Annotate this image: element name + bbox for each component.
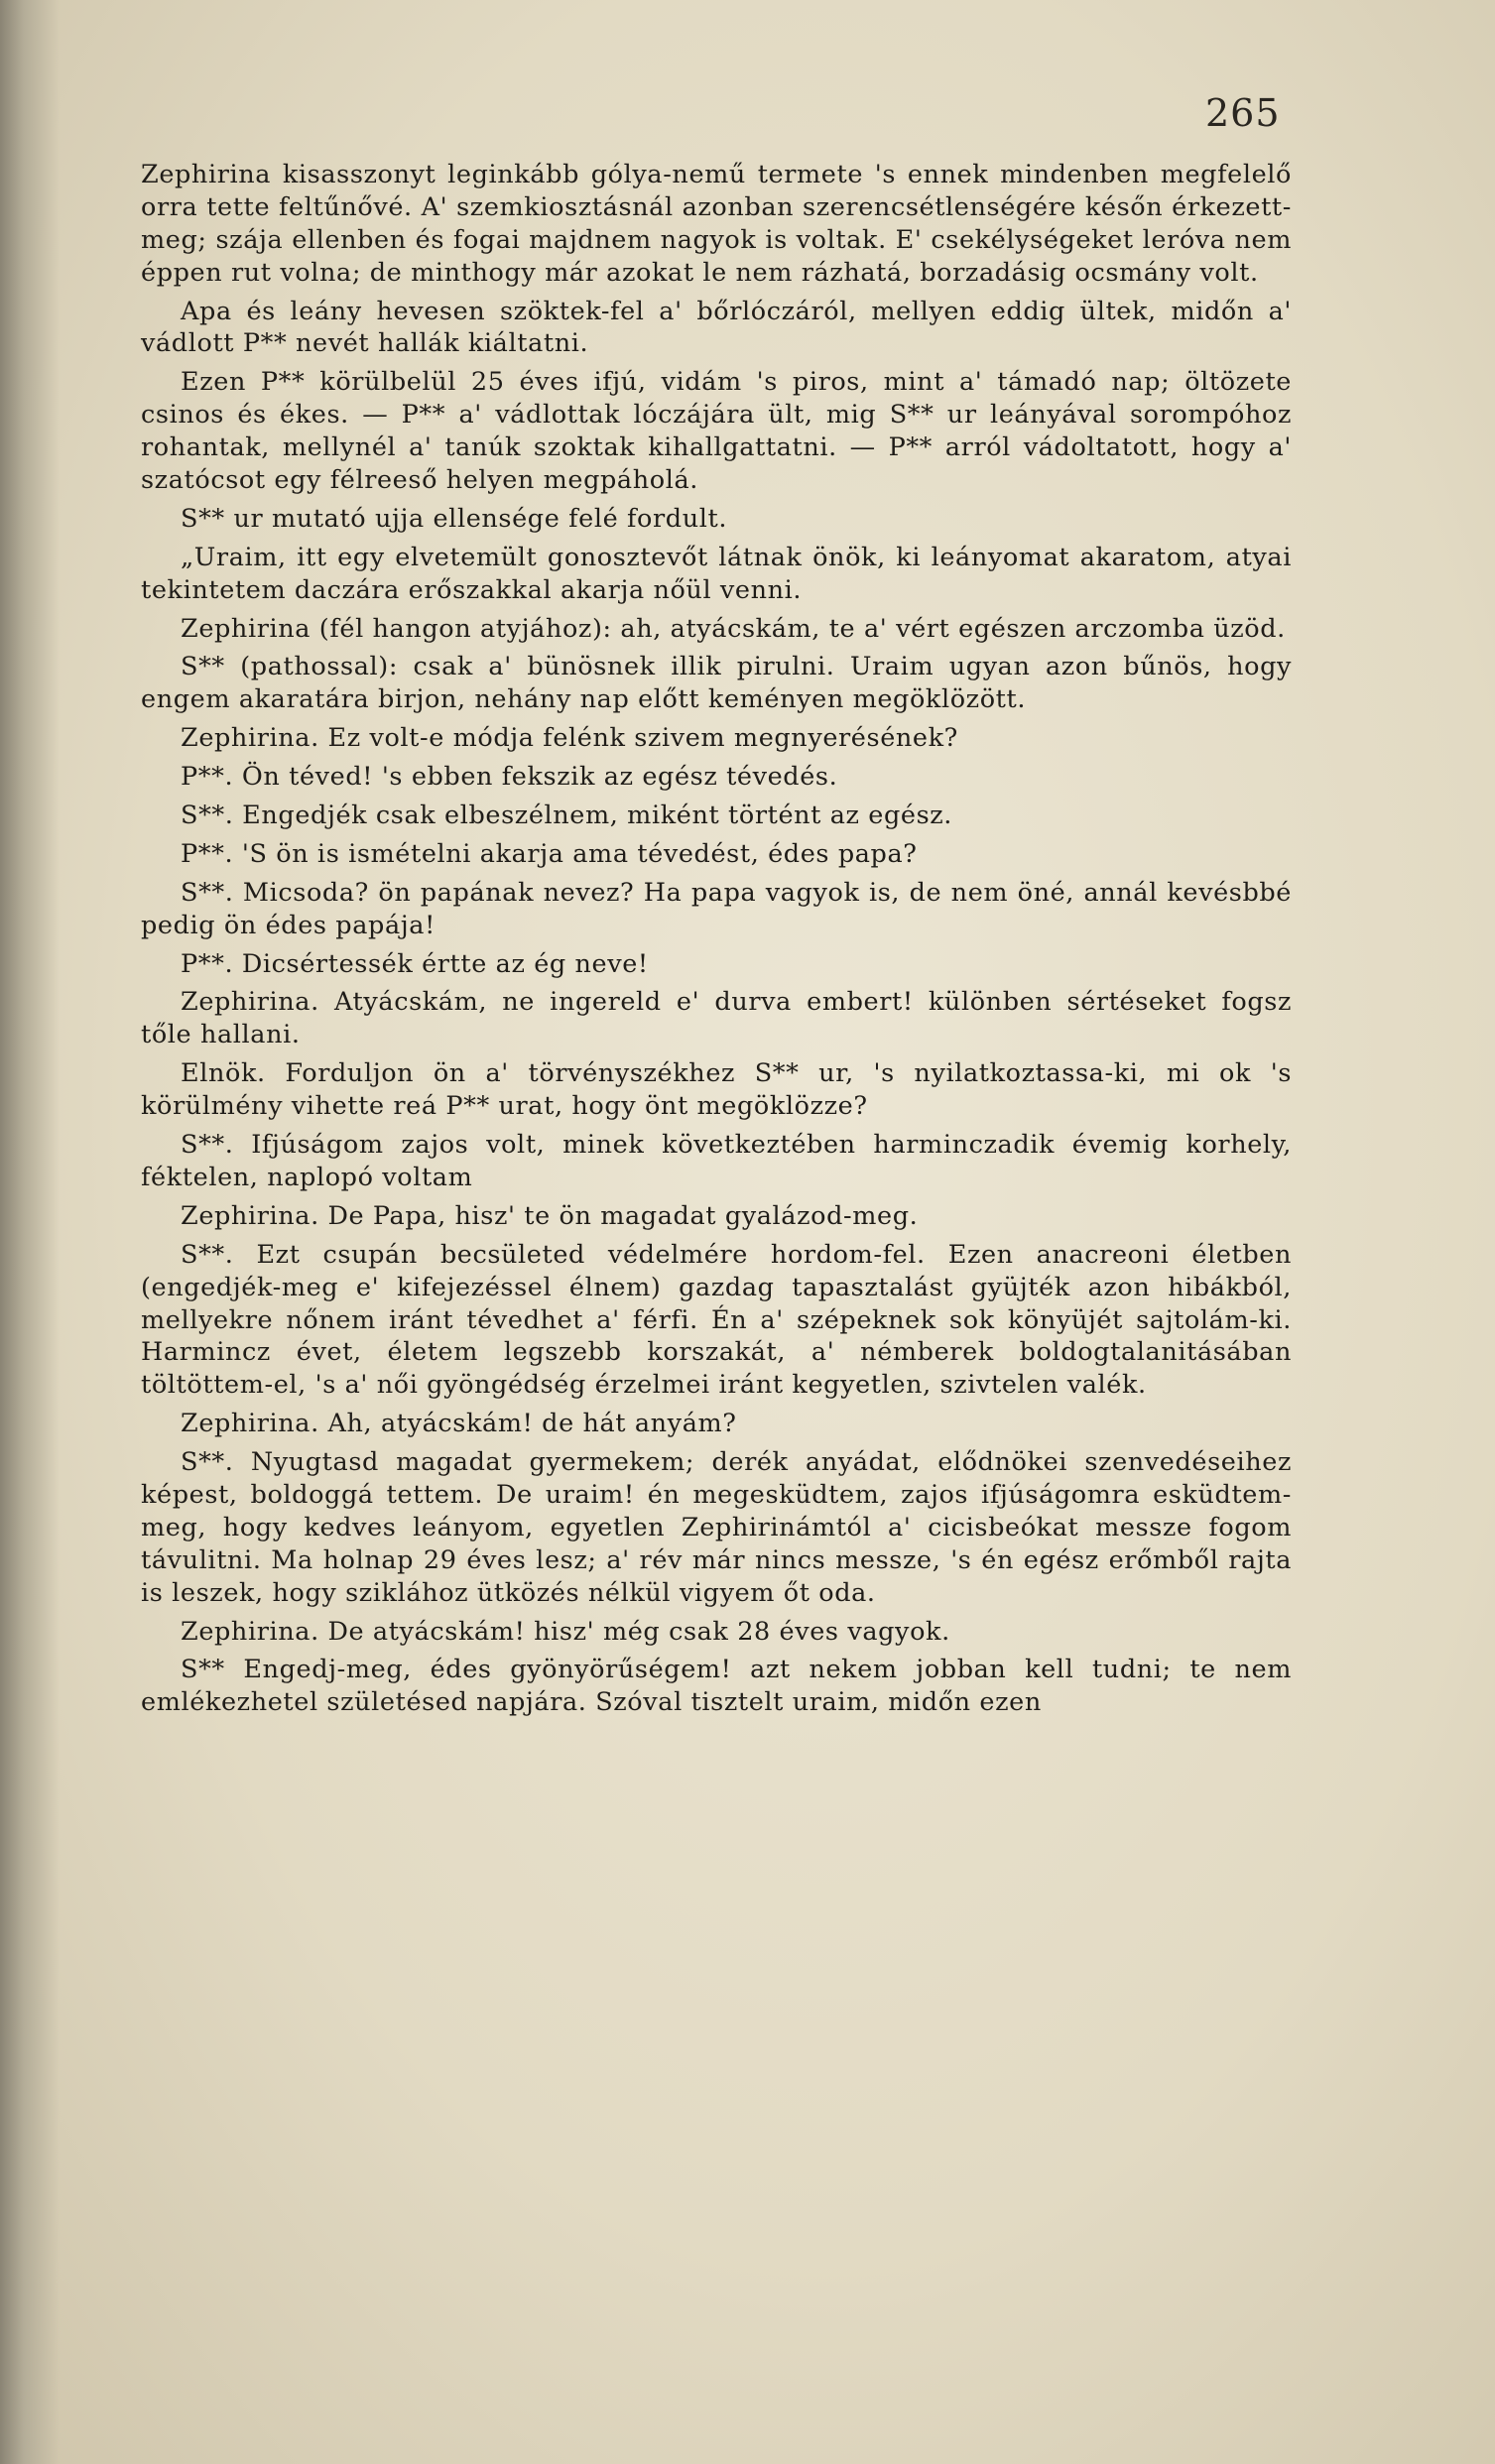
paragraph: S** (pathossal): csak a' bünösnek illik pirulni. Uraim ugyan azon bűnös, hogy engem akaratára birjon, nehány nap előtt keményen megöklözött. xyxy=(141,652,1292,715)
paragraph: Zephirina. Ah, atyácskám! de hát anyám? xyxy=(181,1409,737,1439)
paragraph: Ezen P** körülbelül 25 éves ifjú, vidám 's piros, mint a' támadó nap; öltözete csinos és ékes. — P** a' vádlottak lóczájára ült, mig S** ur leányával sorompóhoz rohantak, mellynél a' tanúk szoktak kihallgattatni. — P** arról vádoltatott, hogy a' szatócsot egy félreeső helyen megpáholá. xyxy=(141,367,1292,496)
body-text xyxy=(141,159,1292,1725)
paragraph: P**. 'S ön is ismételni akarja ama tévedést, édes papa? xyxy=(181,838,918,869)
paragraph: Zephirina kisasszonyt leginkább gólya-nemű termete 's ennek mindenben megfelelő orra tette feltűnővé. A' szemkiosztásnál azonban szerencsétlenségére későn érkezett-meg; szája ellenben és fogai majdnem nagyok is voltak. E' csekélységeket leróva nem éppen rut volna; de minthogy már azokat le nem rázhatá, borzadásig ocsmány volt. xyxy=(141,160,1292,288)
paragraph: S**. Micsoda? ön papának nevez? Ha papa vagyok is, de nem öné, annál kevésbbé pedig ön édes papája! xyxy=(141,877,1292,940)
paragraph: Apa és leány hevesen szöktek-fel a' bőrlóczáról, mellyen eddig ültek, midőn a' vádlott P** nevét hallák kiáltatni. xyxy=(141,296,1292,359)
paragraph: Zephirina. De atyácskám! hisz' még csak 28 éves vagyok. xyxy=(181,1616,950,1647)
paragraph: Zephirina (fél hangon atyjához): ah, atyácskám, te a' vért egészen arczomba üzöd. xyxy=(181,613,1286,644)
page-number: 265 xyxy=(1205,91,1281,135)
paragraph: Zephirina. Ez volt-e módja felénk szivem megnyerésének? xyxy=(181,723,958,754)
paragraph: Elnök. Forduljon ön a' törvényszékhez S** ur, 's nyilatkoztassa-ki, mi ok 's körülmény vihette reá P** urat, hogy önt megöklözze? xyxy=(141,1058,1292,1122)
paragraph: S** ur mutató ujja ellensége felé fordult. xyxy=(181,503,728,534)
paragraph: P**. Dicsértessék értte az ég neve! xyxy=(181,948,649,979)
paragraph: S**. Engedjék csak elbeszélnem, miként történt az egész. xyxy=(181,801,953,831)
paragraph: S** Engedj-meg, édes gyönyörűségem! azt nekem jobban kell tudni; te nem emlékezhetel születésed napjára. Szóval tisztelt uraim, midőn ezen xyxy=(141,1655,1292,1718)
page-gutter-shadow xyxy=(0,0,60,2464)
paragraph: S**. Ifjúságom zajos volt, minek következtében harminczadik évemig korhely, féktelen, naplopó voltam xyxy=(141,1130,1292,1192)
paragraph: „Uraim, itt egy elvetemült gonosztevőt látnak önök, ki leányomat akaratom, atyai tekintetem daczára erőszakkal akarja nőül venni. xyxy=(141,542,1292,605)
paragraph: S**. Ezt csupán becsületed védelmére hordom-fel. Ezen anacreoni életben (engedjék-meg e' kifejezéssel élnem) gazdag tapasztalást gyüjték azon hibákból, mellyekre nőnem iránt tévedhet a' férfi. Én a' szépeknek sok könyüjét sajtolám-ki. Harmincz évet, életem legszebb korszakát, a' némberek boldogtalanitásában töltöttem-el, 's a' női gyöngédség érzelmei iránt kegyetlen, szivtelen valék. xyxy=(141,1239,1292,1401)
paragraph: Zephirina. De Papa, hisz' te ön magadat gyalázod-meg. xyxy=(181,1200,919,1231)
paragraph: P**. Ön téved! 's ebben fekszik az egész tévedés. xyxy=(181,762,838,793)
paragraph: Zephirina. Atyácskám, ne ingereld e' durva embert! különben sértéseket fogsz tőle hallani. xyxy=(141,987,1292,1050)
paragraph: S**. Nyugtasd magadat gyermekem; derék anyádat, elődnökei szenvedéseihez képest, boldoggá tettem. De uraim! én megesküdtem, zajos ifjúságomra esküdtem-meg, hogy kedves leányom, egyetlen Zephirinámtól a' cicisbeókat messze fogom távulitni. Ma holnap 29 éves lesz; a' rév már nincs messze, 's én egész erőmből rajta is leszek, hogy sziklához ütközés nélkül vigyem őt oda. xyxy=(141,1447,1292,1608)
